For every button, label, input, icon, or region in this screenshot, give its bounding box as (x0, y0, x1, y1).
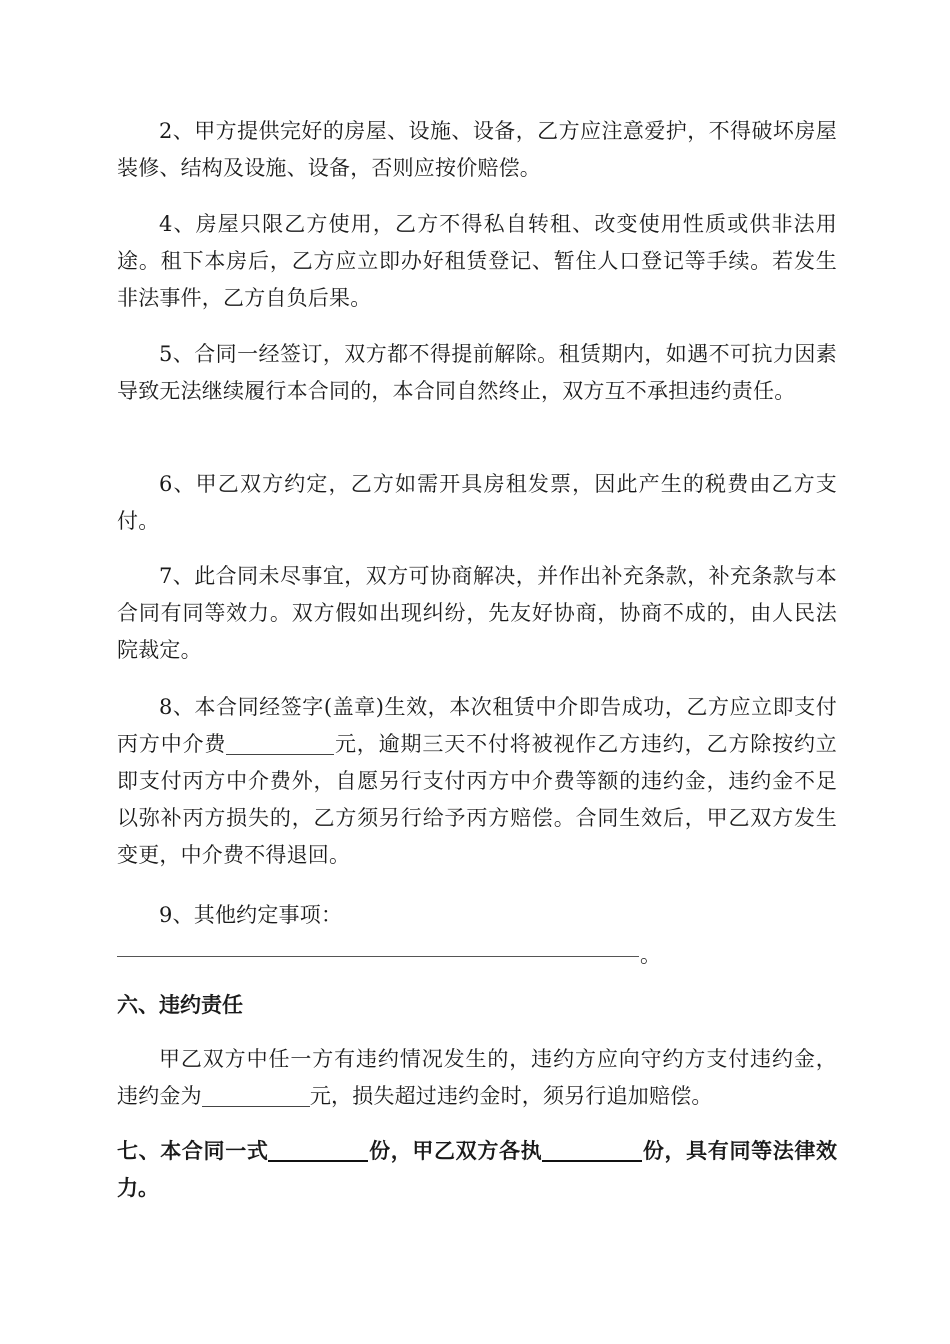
clause-8-text-a: 8、本合同经签字(盖章)生效，本次租赁中介即告成功，乙方应立即支付丙方中介费 (117, 695, 837, 756)
section-6-text-a: 甲乙双方中任一方有违约情况发生的，违约方应向守约方支付违约金，违约金为 (117, 1047, 837, 1108)
copies-each-blank[interactable] (542, 1138, 642, 1162)
section-6-body (117, 1041, 837, 1115)
other-terms-blank[interactable] (117, 956, 639, 957)
section-7-text-a: 七、本合同一式 (117, 1139, 269, 1163)
section-7-text-b: 份，甲乙双方各执 (368, 1139, 543, 1163)
clause-8-text-b: 元，逾期三天不付将被视作乙方违约，乙方除按约立即支付丙方中介费外，自愿另行支付丙方中介费等额的违约金，违约金不足以弥补丙方损失的，乙方须另行给予丙方赔偿。合同生效后，甲乙双方发生变更，中介费不得退回。 (117, 732, 838, 867)
agency-fee-blank[interactable] (226, 734, 334, 755)
section-6-heading: 六、违约责任 (117, 993, 243, 1017)
clause-4: 4、房屋只限乙方使用，乙方不得私自转租、改变使用性质或供非法用途。租下本房后，乙方应立即办好租赁登记、暂住人口登记等手续。若发生非法事件，乙方自负后果。 (117, 212, 837, 310)
copies-total-blank[interactable] (268, 1138, 368, 1162)
clause-7 (117, 558, 837, 669)
clause-6: 6、甲乙双方约定，乙方如需开具房租发票，因此产生的税费由乙方支付。 (117, 472, 837, 533)
clause-2: 2、甲方提供完好的房屋、设施、设备，乙方应注意爱护，不得破坏房屋装修、结构及设施、设备，否则应按价赔偿。 (117, 119, 837, 180)
penalty-amount-blank[interactable] (202, 1086, 310, 1107)
clause-8 (117, 689, 837, 874)
section-7-text-c: 份，具有同等法律效力。 (117, 1139, 838, 1200)
clause-9: 9、其他约定事项： (159, 903, 343, 927)
clause-9-end: 。 (640, 943, 661, 967)
clause-5: 5、合同一经签订，双方都不得提前解除。租赁期内，如遇不可抗力因素导致无法继续履行本合同的，本合同自然终止，双方互不承担违约责任。 (117, 342, 837, 403)
clause-7-text: 7、此合同未尽事宜，双方可协商解决，并作出补充条款，补充条款与本合同有同等效力。双方假如出现纠纷，先友好协商，协商不成的，由人民法院裁定。 (117, 564, 837, 662)
section-7 (117, 1133, 837, 1207)
section-6-text-b: 元，损失超过违约金时，须另行追加赔偿。 (309, 1084, 713, 1108)
